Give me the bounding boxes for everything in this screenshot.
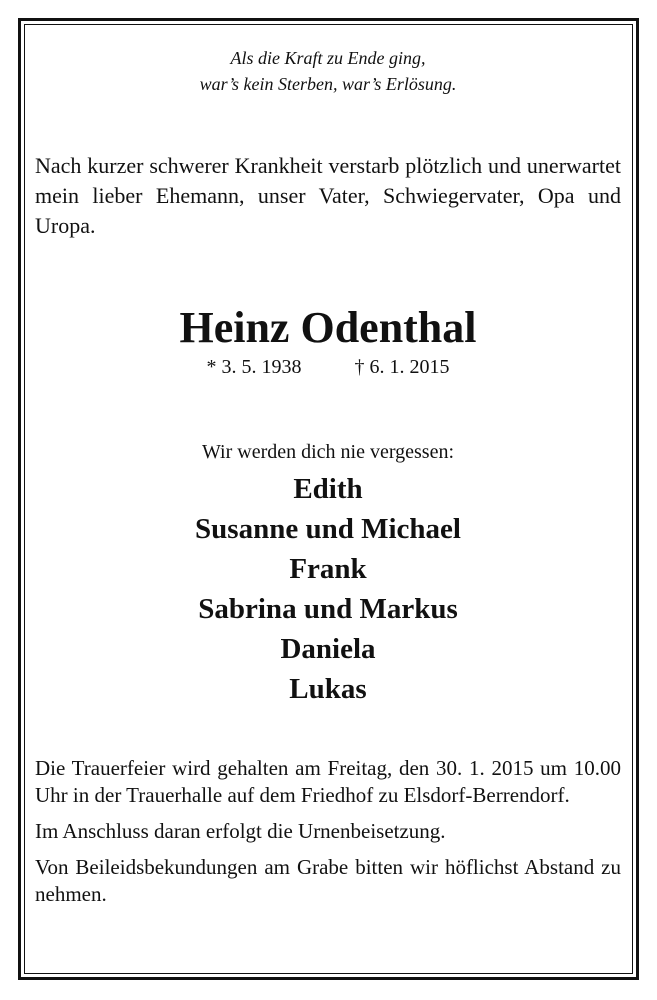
death-date: † 6. 1. 2015	[354, 356, 450, 378]
motto-line-1: Als die Kraft zu Ende ging,	[230, 48, 426, 68]
mourner-item: Lukas	[289, 673, 367, 705]
mourner-item: Edith	[293, 473, 363, 505]
life-dates	[35, 355, 621, 379]
ceremony-info: Die Trauerfeier wird gehalten am Freitag, den 30. 1. 2015 um 10.00 Uhr in der Trauerhalle auf dem Friedhof zu Elsdorf-Berrendorf.	[35, 756, 621, 807]
motto-line-2: war’s kein Sterben, war’s Erlösung.	[199, 74, 457, 94]
mourner-item: Frank	[289, 553, 367, 585]
burial-info: Im Anschluss daran erfolgt die Urnenbeisetzung.	[35, 819, 446, 843]
remember-line: Wir werden dich nie vergessen:	[201, 441, 455, 463]
deceased-name: Heinz Odenthal	[179, 303, 477, 352]
intro-text: Nach kurzer schwerer Krankheit verstarb plötzlich und unerwartet mein lieber Ehemann, unser Vater, Schwiegervater, Opa und Uropa.	[35, 153, 621, 238]
mourner-item: Daniela	[280, 633, 376, 665]
mourner-item: Sabrina und Markus	[198, 593, 458, 625]
obituary-notice	[35, 45, 621, 908]
motto	[35, 45, 621, 97]
condolence-note: Von Beileidsbekundungen am Grabe bitten wir höflichst Abstand zu nehmen.	[35, 855, 621, 906]
mourner-item: Susanne und Michael	[195, 513, 461, 545]
mourners-list	[35, 469, 621, 709]
birth-date: * 3. 5. 1938	[206, 356, 302, 378]
